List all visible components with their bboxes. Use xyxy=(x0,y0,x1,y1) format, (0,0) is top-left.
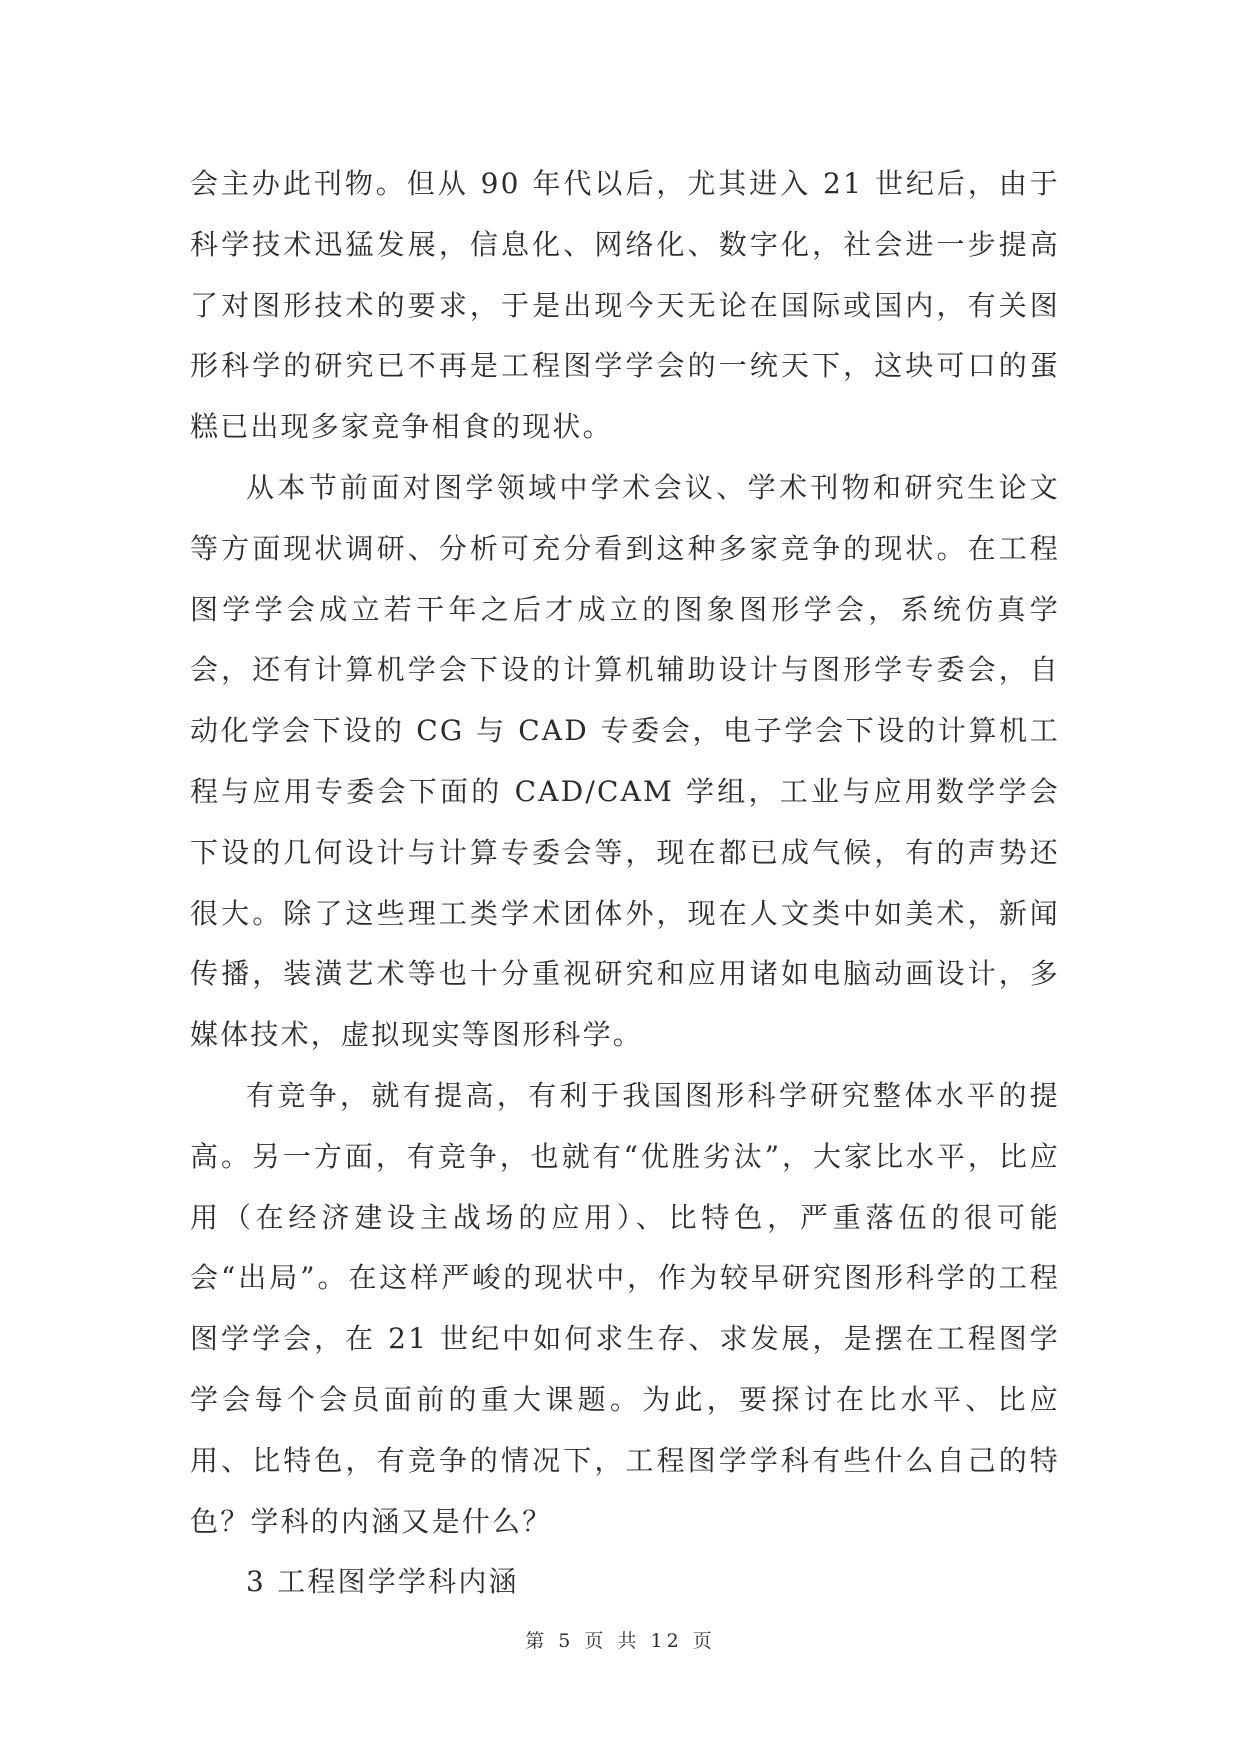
body-text xyxy=(190,154,1060,1613)
paragraph-continued: 会主办此刊物。但从 90 年代以后，尤其进入 21 世纪后，由于科学技术迅猛发展，信息化、网络化、数字化，社会进一步提高了对图形技术的要求，于是出现今天无论在国际或国内，有关图形科学的研究已不再是工程图学学会的一统天下，这块可口的蛋糕已出现多家竞争相食的现状。 xyxy=(190,167,1060,444)
page-footer: 第 5 页 共 12 页 xyxy=(525,1630,716,1652)
paragraph-competition-status: 从本节前面对图学领域中学术会议、学术刊物和研究生论文等方面现状调研、分析可充分看到这种多家竞争的现状。在工程图学学会成立若干年之后才成立的图象图形学会，系统仿真学会，还有计算机学会下设的计算机辅助设计与图形学专委会，自动化学会下设的 CG 与 CAD 专委会，电子学会下设的计算机工程与应用专委会下面的 CAD/CAM 学组，工业与应用数学学会下设的几何设计与计算专委会等，现在都已成气候，有的声势还很大。除了这些理工类学术团体外，现在人文类中如美术，新闻传播，装潢艺术等也十分重视研究和应用诸如电脑动画设计，多媒体技术，虚拟现实等图形科学。 xyxy=(190,470,1060,1052)
paragraph-competition-impact: 有竞争，就有提高，有利于我国图形科学研究整体水平的提高。另一方面，有竞争，也就有“优胜劣汰”，大家比水平，比应用（在经济建设主战场的应用）、比特色，严重落伍的很可能会“出局”。在这样严峻的现状中，作为较早研究图形科学的工程图学学会，在 21 世纪中如何求生存、求发展，是摆在工程图学学会每个会员面前的重大课题。为此，要探讨在比水平、比应用、比特色，有竞争的情况下，工程图学学科有些什么自己的特色？学科的内涵又是什么？ xyxy=(190,1078,1060,1538)
section-heading: 3 工程图学学科内涵 xyxy=(246,1565,519,1599)
